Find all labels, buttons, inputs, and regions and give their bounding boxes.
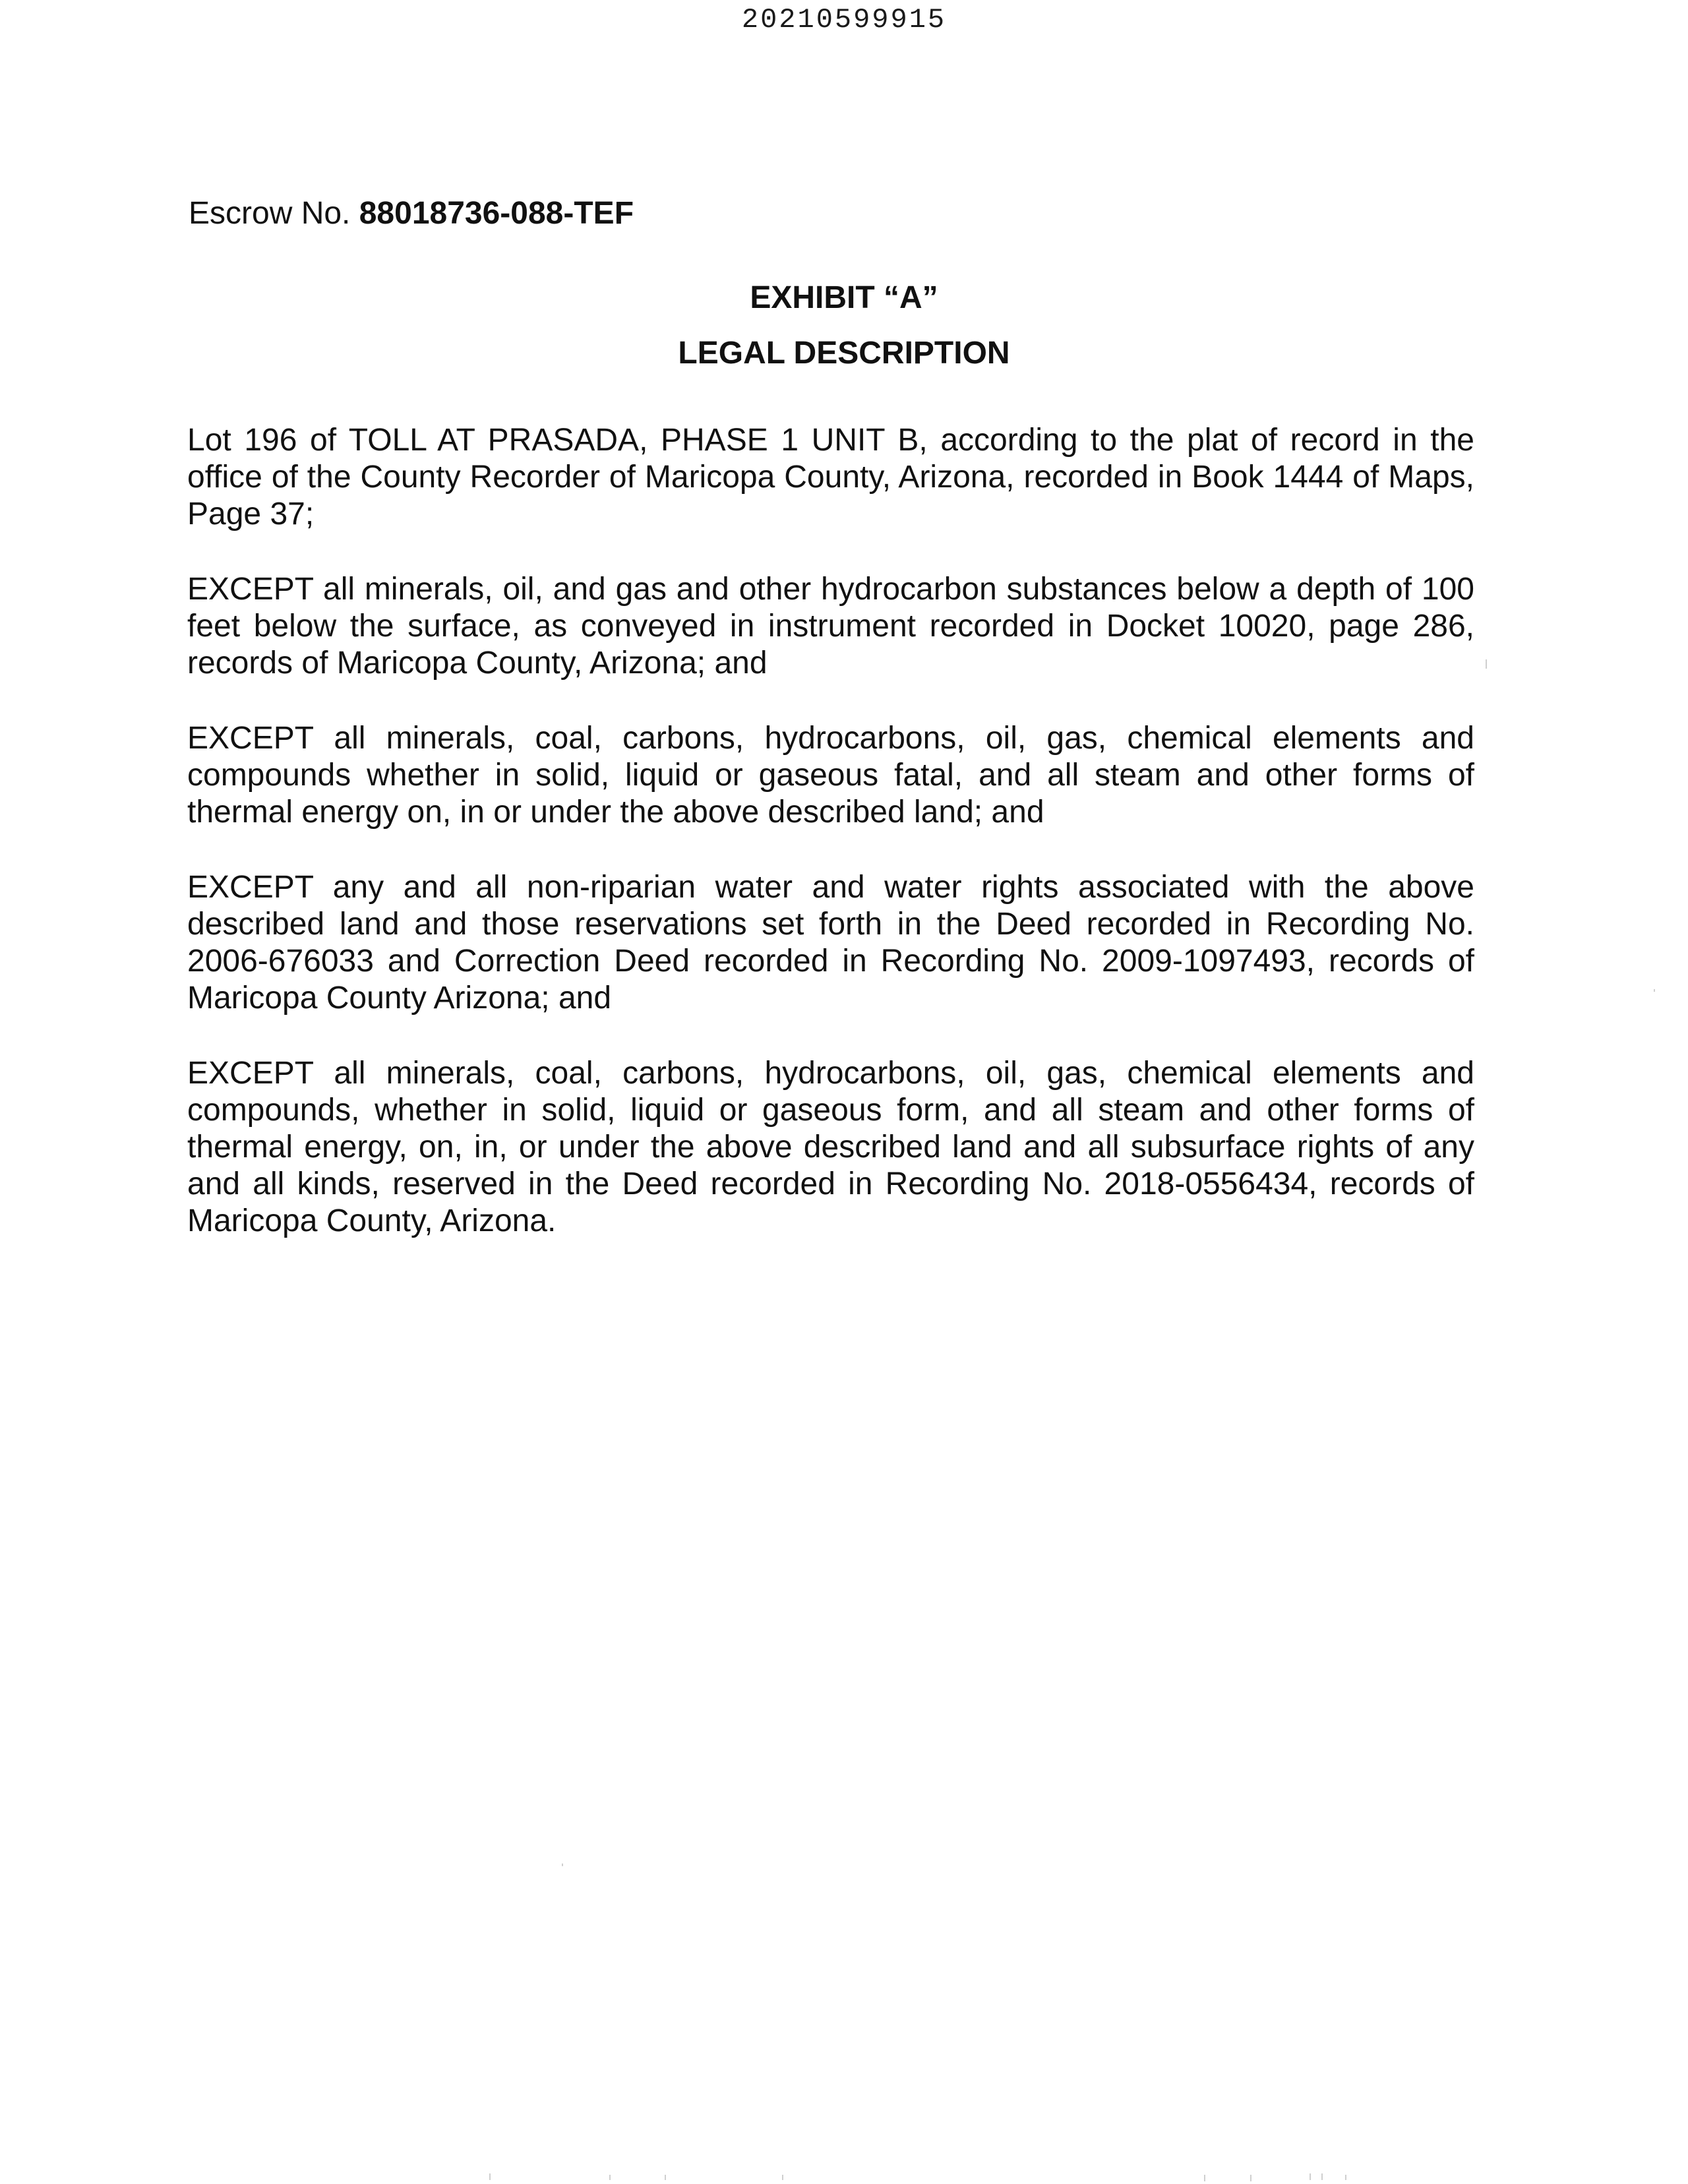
paragraph-except-water-rights: EXCEPT any and all non-riparian water and water rights associated with the above described land and those reservations set forth in the Deed recorded in Recording No. 2006-676033 and Correction Deed recorded in Recording No. 2009-1097493, records of Maricopa County Arizona; and xyxy=(187,870,1474,1016)
escrow-label: Escrow No. xyxy=(189,196,351,231)
escrow-number: 88018736-088-TEF xyxy=(359,196,634,231)
paragraph-except-oil-gas: EXCEPT all minerals, oil, and gas and other hydrocarbon substances below a depth of 100 feet below the surface, as conveyed in instrument recorded in Docket 10020, page 286, records of Maricopa County, Arizona; and xyxy=(187,572,1474,681)
escrow-line xyxy=(189,195,634,231)
paragraph-except-minerals: EXCEPT all minerals, coal, carbons, hydrocarbons, oil, gas, chemical elements and compounds whether in solid, liquid or gaseous fatal, and all steam and other forms of thermal energy on, in or under the above described land; and xyxy=(187,721,1474,830)
recording-number: 20210599915 xyxy=(741,4,947,36)
legal-description-body xyxy=(187,422,1474,1278)
paragraph-lot: Lot 196 of TOLL AT PRASADA, PHASE 1 UNIT B, according to the plat of record in the office of the County Recorder of Maricopa County, Arizona, recorded in Book 1444 of Maps, Page 37; xyxy=(187,423,1474,531)
legal-description-title: LEGAL DESCRIPTION xyxy=(678,336,1010,371)
paragraph-except-subsurface: EXCEPT all minerals, coal, carbons, hydrocarbons, oil, gas, chemical elements and compounds, whether in solid, liquid or gaseous form, and all steam and other forms of thermal energy, on, in, or under the above described land and all subsurface rights of any and all kinds, reserved in the Deed recorded in Recording No. 2018-0556434, records of Maricopa County, Arizona. xyxy=(187,1056,1474,1238)
exhibit-title: EXHIBIT “A” xyxy=(750,280,938,315)
